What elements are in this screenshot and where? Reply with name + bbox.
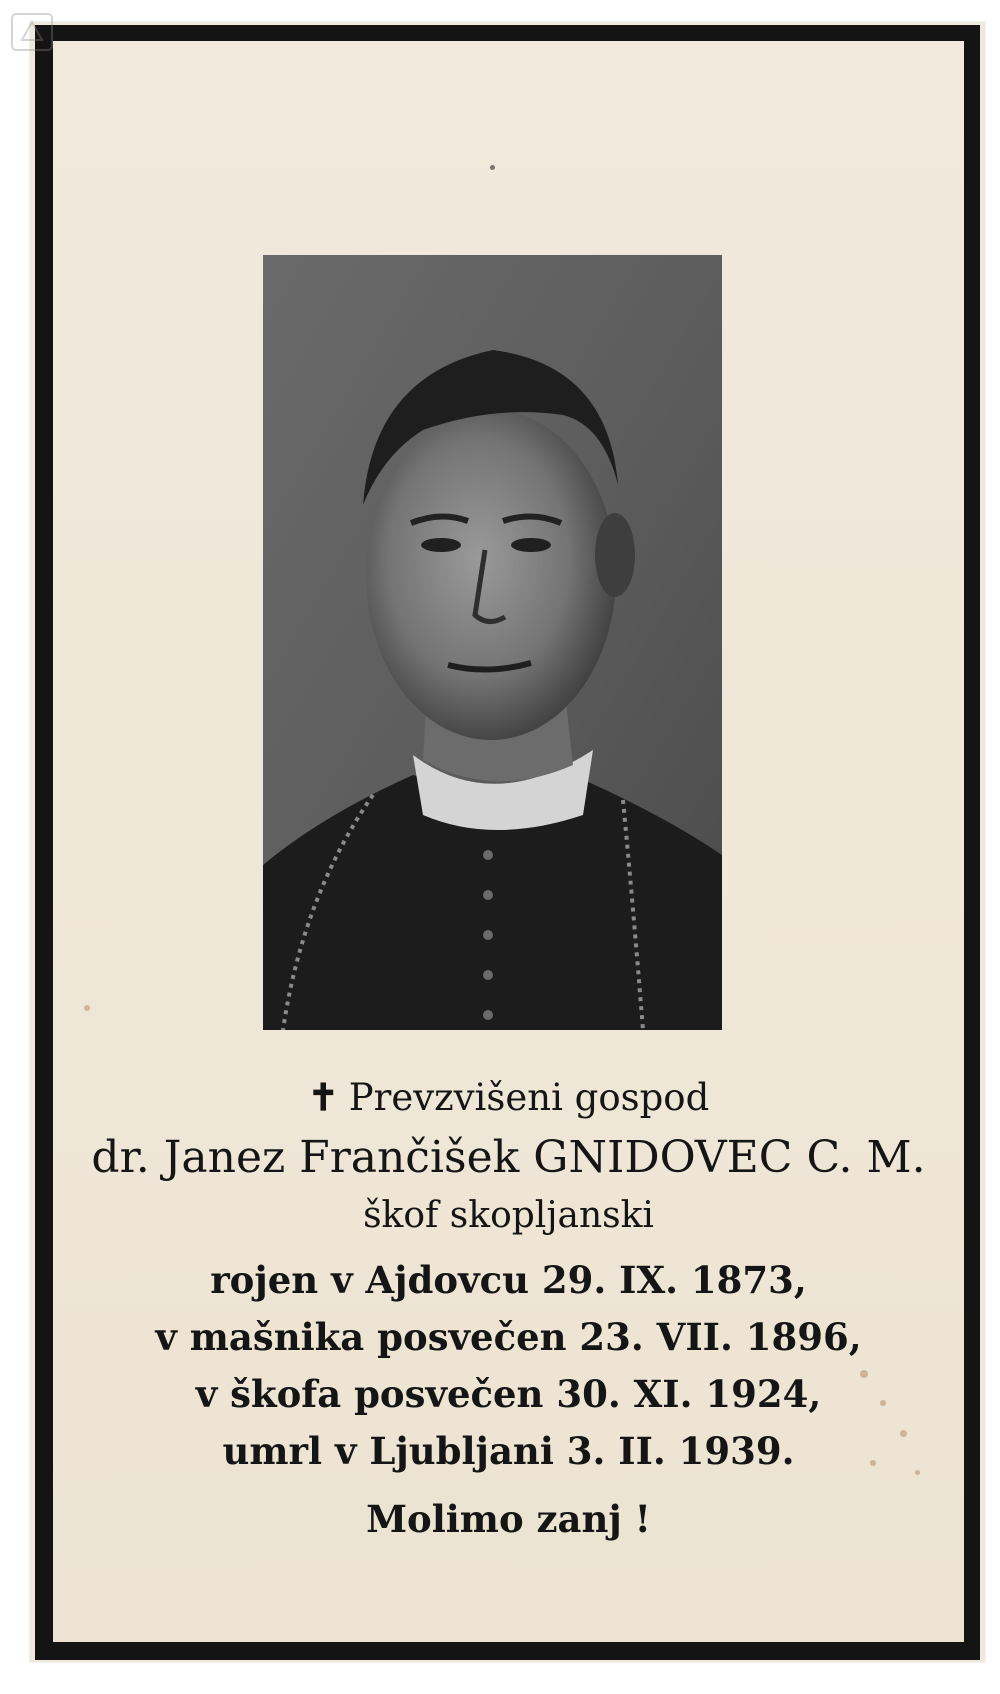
heading-text: Prevzvišeni gospod	[348, 1076, 710, 1119]
ordination-line: v mašnika posvečen 23. VII. 1896,	[155, 1315, 862, 1359]
stain-mark	[870, 1460, 876, 1466]
stain-mark	[490, 165, 495, 170]
heading-line	[53, 1075, 964, 1119]
stain-mark	[900, 1430, 907, 1437]
deceased-title: škof skopljanski	[363, 1195, 654, 1236]
stain-mark	[860, 1370, 868, 1378]
watermark-logo	[8, 10, 56, 54]
death-line: umrl v Ljubljani 3. II. 1939.	[222, 1429, 795, 1473]
stain-mark	[915, 1470, 920, 1475]
portrait-photo	[263, 255, 722, 1030]
stain-mark	[880, 1400, 886, 1406]
cross-icon: ✝	[307, 1075, 339, 1119]
deceased-name: dr. Janez Frančišek GNIDOVEC C. M.	[91, 1132, 926, 1183]
consecration-line: v škofa posvečen 30. XI. 1924,	[195, 1372, 822, 1416]
prayer-line: Molimo zanj !	[366, 1497, 651, 1541]
birth-line: rojen v Ajdovcu 29. IX. 1873,	[210, 1258, 807, 1302]
stain-mark	[84, 1005, 90, 1011]
